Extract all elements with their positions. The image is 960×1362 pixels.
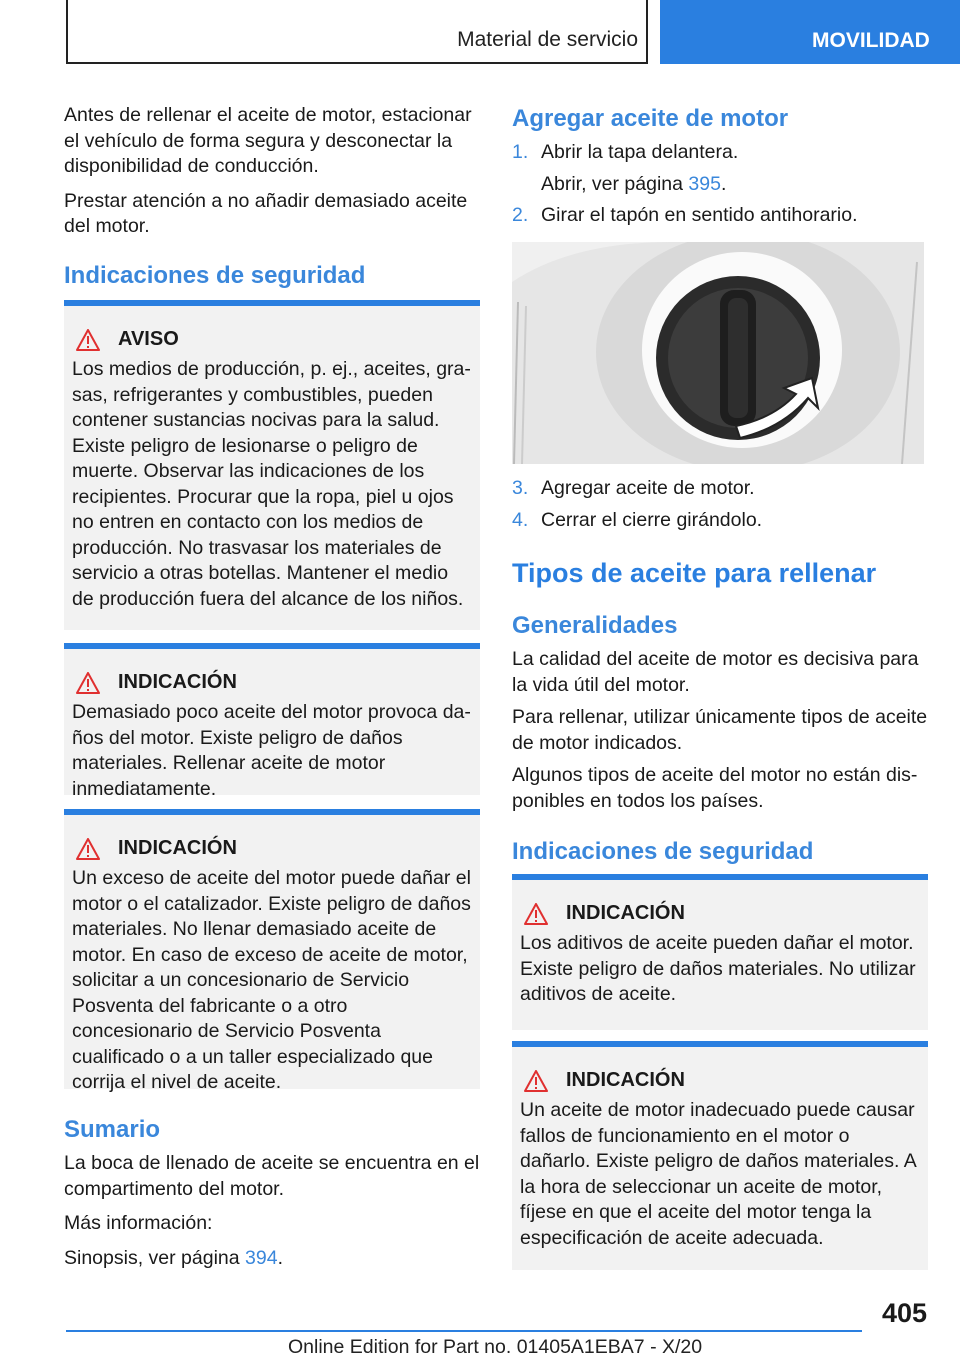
warning-title-row: [520, 1069, 920, 1092]
warning-triangle-icon: [524, 903, 548, 925]
section-heading-add-oil: Agregar aceite de motor: [512, 105, 789, 132]
intro-paragraph: Antes de rellenar el aceite de motor, estacionar el vehículo de forma segura y desconectar la disponibilidad de conducción.: [64, 104, 472, 177]
synopsis-prefix: Sinopsis, ver página: [64, 1246, 246, 1269]
footer-rule: [66, 1330, 862, 1332]
section-heading-safety-right: Indicaciones de seguridad: [512, 838, 814, 865]
warning-text: Un exceso de aceite del motor puede dañar el motor o el catalizador. Existe peligro de daños materiales. No llenar demasiado aceite de motor. En caso de exceso de aceite de motor, solicitar a un concesionario de Servicio Posventa del fabricante o a otro concesionario de Servicio Posventa cualificado o a un taller especializado que corrija el nivel de aceite.: [72, 867, 471, 1093]
warning-text: Un aceite de motor inadecuado puede causar fallos de funcionamiento en el motor o dañarlo. Existe peligro de daños materiales. A la hora de seleccionar un aceite de motor, fíjese en que el aceite del motor tenga la especificación de aceite adecuada.: [520, 1099, 916, 1249]
warning-title: INDICACIÓN: [118, 671, 237, 693]
section-heading-safety: Indicaciones de seguridad: [64, 262, 366, 289]
sumario-body: [64, 1151, 480, 1271]
general-body: [512, 647, 928, 814]
header-tab-label: MOVILIDAD: [812, 29, 930, 52]
list-item-sub: [512, 172, 928, 198]
header-section-title: Material de servicio: [457, 28, 638, 51]
warning-triangle-icon: [76, 672, 100, 694]
warning-triangle-icon: [76, 329, 100, 351]
header-tab-movilidad[interactable]: [660, 0, 960, 64]
sumario-text: La boca de llenado de aceite se encuentra en el compartimento del motor.: [64, 1152, 480, 1200]
oil-cap-illustration: [512, 242, 924, 464]
synopsis-page-link[interactable]: 394: [245, 1246, 278, 1269]
synopsis-reference: [64, 1246, 480, 1272]
general-paragraph: Para rellenar, utilizar únicamente tipos de aceite de motor indicados.: [512, 706, 928, 754]
section-heading-sumario: Sumario: [64, 1116, 161, 1143]
warning-box-indicacion: [64, 643, 480, 800]
warning-title-row: [72, 328, 472, 351]
page-number: 405: [881, 1298, 927, 1328]
warning-triangle-icon: [76, 838, 100, 860]
general-paragraph: Algunos tipos de aceite del motor no están disponibles en todos los países.: [512, 764, 918, 812]
section-heading-oil-types: Tipos de aceite para rellenar: [512, 558, 877, 588]
warning-box-indicacion: [512, 1041, 928, 1270]
step-number: 1.: [512, 141, 529, 163]
list-item: [512, 140, 928, 166]
warning-title: INDICACIÓN: [566, 1069, 685, 1091]
warning-title: INDICACIÓN: [566, 902, 685, 924]
warning-text: Los aditivos de aceite pueden dañar el motor. Existe peligro de daños materiales. No utilizar aditivos de aceite.: [520, 932, 916, 1005]
step-page-link[interactable]: 395: [688, 172, 721, 195]
warning-title-row: [520, 902, 920, 925]
list-item: [512, 508, 928, 534]
left-intro: [64, 103, 480, 240]
step-sub-suffix: .: [720, 172, 727, 195]
warning-box-indicacion: [512, 874, 928, 1030]
warning-box-indicacion: [64, 809, 480, 1093]
warning-text: Demasiado poco aceite del motor provoca daños del motor. Existe peligro de daños materiales. Rellenar aceite de motor inmediatamente.: [72, 701, 471, 800]
footer-edition: Online Edition for Part no. 01405A1EBA7 - X/20: [288, 1336, 703, 1358]
intro-paragraph: Prestar atención a no añadir demasiado aceite del motor.: [64, 189, 468, 237]
step-number: 3.: [512, 477, 529, 499]
warning-title-row: [72, 671, 472, 694]
step-text: Cerrar el cierre girándolo.: [541, 508, 763, 531]
oil-cap-photo: [512, 242, 924, 464]
warning-title: INDICACIÓN: [118, 837, 237, 859]
steps-list-b: [512, 476, 928, 533]
warning-triangle-icon: [524, 1070, 548, 1092]
step-text: Abrir la tapa delantera.: [541, 141, 739, 163]
step-text: Girar el tapón en sentido antihorario.: [541, 204, 858, 226]
section-heading-general: Generalidades: [512, 612, 678, 639]
warning-title: AVISO: [118, 328, 179, 350]
step-number: 4.: [512, 508, 529, 531]
step-text: Agregar aceite de motor.: [541, 477, 755, 499]
warning-box-aviso: [64, 300, 480, 630]
general-paragraph: La calidad del aceite de motor es decisiva para la vida útil del motor.: [512, 648, 919, 696]
steps-list-a: [512, 140, 928, 229]
warning-title-row: [72, 837, 472, 860]
list-item: [512, 476, 928, 502]
step-sub-prefix: Abrir, ver página: [541, 172, 689, 195]
step-number: 2.: [512, 204, 529, 226]
step-sub-text: [541, 172, 726, 198]
list-item: [512, 203, 928, 229]
synopsis-suffix: .: [277, 1246, 283, 1269]
warning-text: Los medios de producción, p. ej., aceites, grasas, refrigerantes y combustibles, pueden contener sustancias nocivas para la salud. Existe peligro de lesionarse o peligro de muerte. Observar las indicaciones de los recipientes. Procurar que la ropa, piel u ojos no entren en contacto con los medios de producción. No trasvasar los materiales de servicio a otras botellas. Mantener el medio de producción fuera del alcance de los niños.: [72, 358, 471, 610]
more-info-label: Más información:: [64, 1212, 213, 1234]
